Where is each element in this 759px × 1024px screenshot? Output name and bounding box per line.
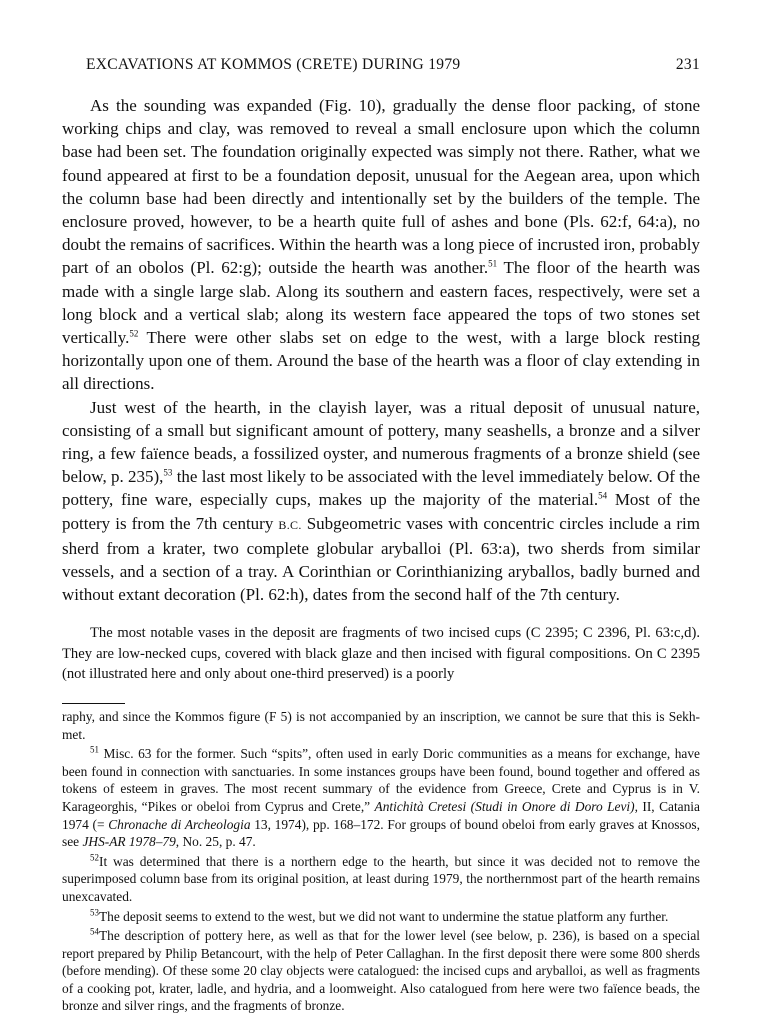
text-run: As the sounding was expanded (Fig. 10), gradually the dense floor packing, of stone working chips and clay, was removed to reveal a small enclosure upon which the column base had been set. The foundation originally expected was simply not there. Rather, what we found appeared at first to be a foundation deposit, unusual for the Aegean area, upon which the column base had been directly and intentionally set by the builders of the temple. The enclosure proved, however, to be a hearth quite full of ashes and bone (Pls. 62:f, 64:a), no doubt the remains of sacrifices. Within the hearth was a long piece of incrusted iron, probably part of an obolos (Pl. 62:g); outside the hearth was another. [62,96,700,278]
text-run: Just west of the hearth, in the clayish layer, was a ritual deposit of unusual nature, consisting of a small but significant amount of pottery, many seashells, a bronze and a silver ring, a few faïence beads, a fossilized oyster, and numerous fragments of a bronze shield (see below, p. 235), [62,397,700,487]
paragraph-hearth [62,94,700,396]
citation-title: Chronache di Archeologia [108,816,251,832]
footnote-51 [62,745,700,851]
footnote-divider [62,703,125,704]
text-run: Most of the pottery is from the 7th century [62,490,700,533]
text-run: Subgeometric vases with concentric circles include a rim sherd from a krater, two complete globular aryballoi (Pl. 63:a), two sherds from similar vessels, and a section of a tray. A Corinthian or Corinthianizing aryballos, badly burned and without extant decoration (Pl. 62:h), dates from the second half of the 7th century. [62,513,700,605]
era-abbreviation: B.C. [278,517,302,532]
text-run: The deposit seems to extend to the west, but we did not want to undermine the statue platform any further. [99,908,669,924]
text-run: the last most likely to be associated with the level immediately below. Of the pottery, fine ware, especially cups, makes up the majority of the material. [62,467,701,510]
small-print-section [62,623,700,685]
footnote-number: 51 [90,744,99,755]
footnote-continuation: raphy, and since the Kommos figure (F 5) is not accompanied by an inscription, we cannot be sure that this is Sekh-met. [62,708,700,742]
page [62,56,700,1017]
text-run: It was determined that there is a northern edge to the hearth, but since it was decided not to remove the superimposed column base from its original position, at least during 1979, the northernmost part of the hearth remains unexcavated. [62,853,700,904]
footnote-54 [62,927,700,1015]
citation-title: JHS-AR 1978–79 [82,834,176,850]
footnote-ref-53[interactable]: 53 [163,467,173,478]
running-head [62,56,700,80]
footnote-ref-51[interactable]: 51 [488,258,498,269]
running-title: EXCAVATIONS AT KOMMOS (CRETE) DURING 1979 [86,56,461,73]
footnotes [62,708,700,1015]
paragraph-incised-cups: The most notable vases in the deposit are fragments of two incised cups (C 2395; C 2396, Pl. 63:c,d). They are low-necked cups, covered with black glaze and then incised with figural compositions. On C 2395 (not illustrated here and only about one-third preserved) is a poorly [62,625,700,683]
text-run: , No. 25, p. 47. [175,834,256,850]
footnote-52 [62,853,700,906]
text-run: The floor of the hearth was made with a single large slab. Along its southern and eastern faces, respectively, were set a long block and a vertical slab; along its western face appeared the tops of two stones set vertically. [62,258,701,348]
citation-title: Antichità Cretesi (Studi in Onore di Doro Levi) [374,798,635,814]
text-run: 13, 1974), pp. 168–172. For groups of bound obeloi from early graves at Knossos, see [62,816,700,850]
footnote-number: 54 [90,926,99,937]
footnote-53 [62,908,700,926]
text-run: There were other slabs set on edge to the west, with a large block resting horizontally upon one of them. Around the base of the hearth was a floor of clay extending in all directions. [62,328,700,394]
footnote-number: 53 [90,907,99,918]
footnote-number: 52 [90,852,99,863]
footnote-ref-54[interactable]: 54 [598,490,608,501]
footnote-ref-52[interactable]: 52 [129,328,139,339]
paragraph-ritual-deposit [62,396,700,607]
text-run: Misc. 63 for the former. Such “spits”, often used in early Doric communities as a means for exchange, have been found in connection with sanctuaries. In some instances groups have been found, bound together and offered as tokens of esteem in graves. The most recent summary of the evidence from Greece, Crete and Cyprus is in V. Karageorghis, “Pikes or obeloi from Cyprus and Crete,” [62,746,700,814]
main-text [62,94,700,606]
page-number: 231 [675,56,700,73]
text-run: , II, Catania 1974 (= [62,798,700,832]
text-run: The description of pottery here, as well as that for the lower level (see below, p. 236), is based on a special report prepared by Philip Betancourt, with the help of Peter Callaghan. In the first deposit there were some 800 sherds (before mending). Of these some 20 clay objects were catalogued: the incised cups and aryballoi, as well as fragments of a cooking pot, krater, ladle, and hydria, and a loomweight. Also catalogued from here were two faïence beads, the bronze and silver rings, and the fragments of bronze. [62,928,700,1014]
